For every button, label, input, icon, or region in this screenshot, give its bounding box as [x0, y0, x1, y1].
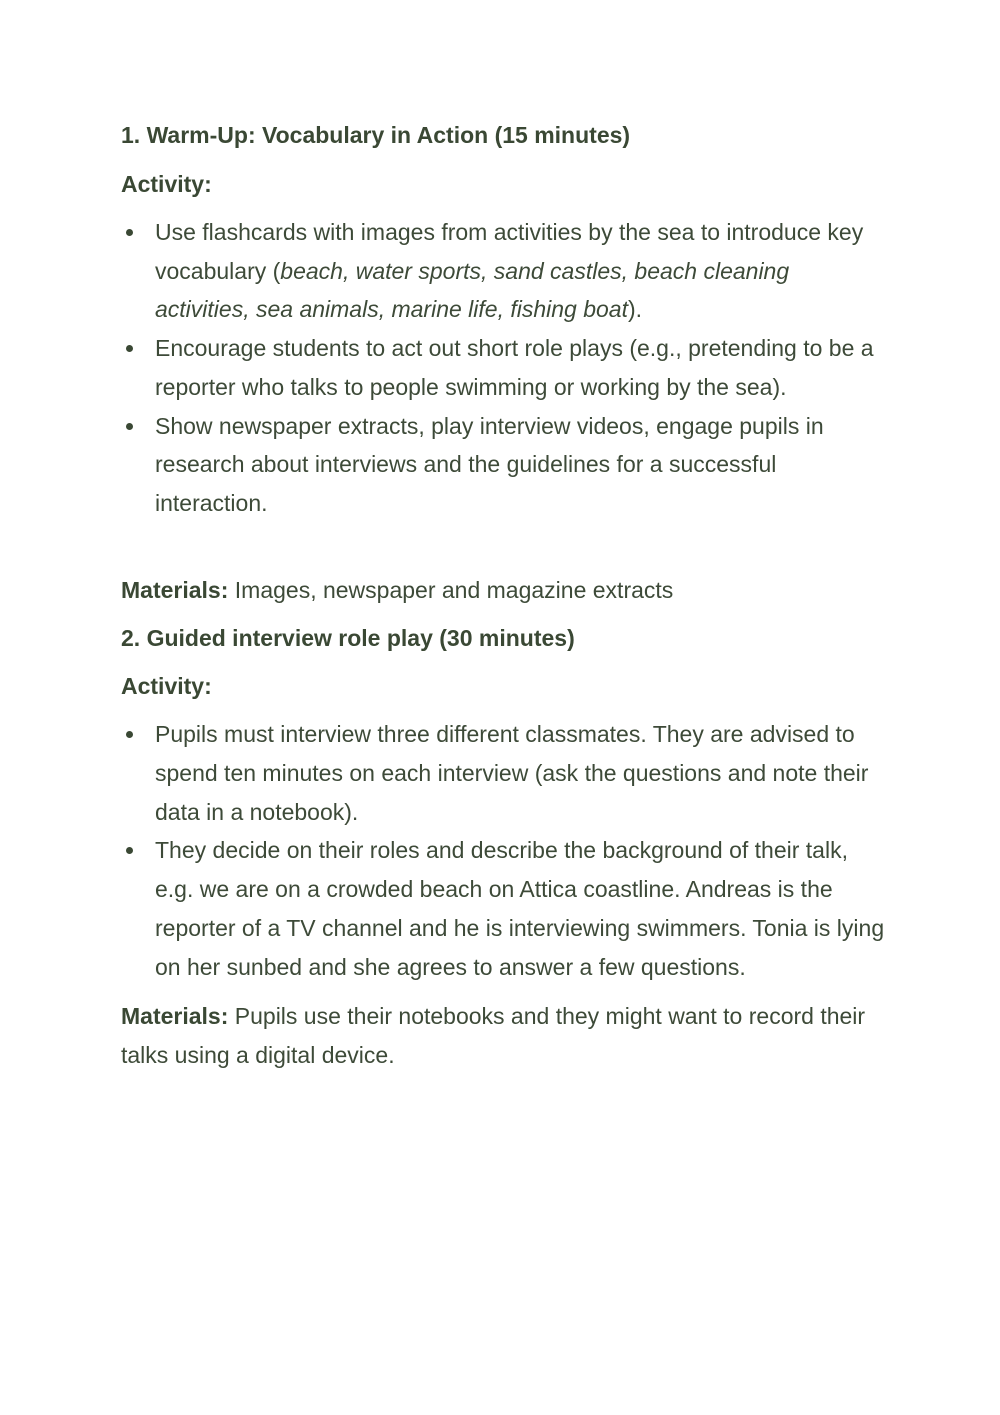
- list-item: [121, 329, 886, 406]
- section1-bullet-list: [121, 213, 886, 523]
- list-item-text: Use flashcards with images from activities by the sea to introduce key vocabulary (: [155, 219, 864, 284]
- bullet-icon: [126, 847, 133, 854]
- section1-heading: 1. Warm-Up: Vocabulary in Action (15 minutes): [121, 122, 631, 148]
- list-item-text-end: ).: [628, 296, 643, 323]
- bullet-icon: [126, 345, 133, 352]
- list-item-text: Encourage students to act out short role plays (e.g., pretending to be a reporter who talks to people swimming or working by the sea).: [155, 335, 874, 400]
- document-page: [121, 116, 886, 1075]
- list-item: [121, 407, 886, 523]
- materials-text: Images, newspaper and magazine extracts: [228, 576, 674, 603]
- vocabulary-list: beach, water sports, sand castles, beach cleaning activities, sea animals, marine life, fishing boat: [155, 257, 790, 323]
- list-item-text: Pupils must interview three different classmates. They are advised to spend ten minutes on each interview (ask the questions and note their data in a notebook).: [155, 721, 869, 825]
- list-item: [121, 831, 886, 986]
- list-item-text: They decide on their roles and describe the background of their talk, e.g. we are on a crowded beach on Attica coastline. Andreas is the reporter of a TV channel and he is interviewing swimmers. Tonia is lying on her sunbed and she agrees to answer a few questions.: [155, 837, 885, 980]
- section2-bullet-list: [121, 715, 886, 986]
- materials-label: Materials:: [121, 576, 229, 603]
- section1-activity-label: Activity:: [121, 171, 212, 197]
- materials-text: Pupils use their notebooks and they might want to record their talks using a digital device.: [121, 1003, 866, 1068]
- bullet-icon: [126, 731, 133, 738]
- section1-materials: [121, 571, 886, 610]
- materials-label: Materials:: [121, 1003, 229, 1030]
- list-item: [121, 213, 886, 329]
- section2-activity-label: Activity:: [121, 673, 212, 700]
- list-item: [121, 715, 886, 831]
- list-item-text: Show newspaper extracts, play interview videos, engage pupils in research about interviews and the guidelines for a successful interaction.: [155, 412, 824, 516]
- section2-materials: [121, 997, 886, 1074]
- bullet-icon: [126, 423, 133, 430]
- section2-heading: 2. Guided interview role play (30 minutes): [121, 625, 575, 652]
- bullet-icon: [126, 229, 133, 236]
